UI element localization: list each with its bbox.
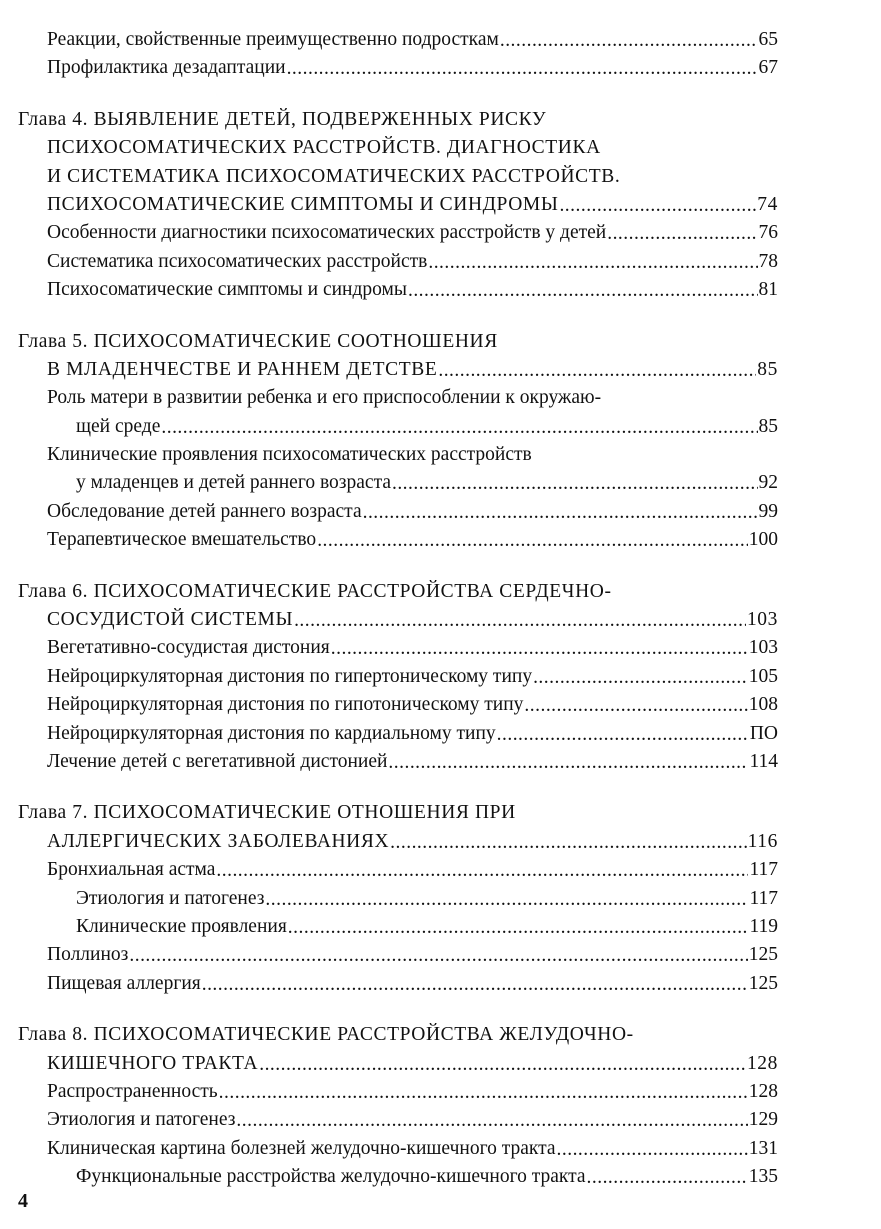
toc-entry-page: 74 (757, 193, 778, 215)
toc-subentry (18, 885, 778, 913)
chapter-title: СОСУДИСТОЙ СИСТЕМЫ (47, 609, 294, 631)
chapter-title: ПСИХОСОМАТИЧЕСКИЕ СИМПТОМЫ И СИНДРОМЫ (47, 193, 559, 215)
toc-entry-title: Бронхиальная астма (47, 859, 216, 881)
toc-subentry (18, 913, 778, 941)
chapter-heading (18, 1021, 778, 1049)
toc-entry-page: 99 (758, 500, 778, 522)
toc-entry-page: 125 (748, 944, 778, 966)
toc-entry-page: 116 (747, 830, 778, 852)
chapter-heading (18, 106, 778, 134)
dot-leader (236, 1107, 747, 1127)
toc-entry (18, 384, 778, 412)
dot-leader (438, 357, 756, 377)
chapter-heading-cont (18, 163, 778, 191)
dot-leader (392, 470, 758, 490)
toc-entry-title: у младенцев и детей раннего возраста (76, 472, 391, 494)
toc-entry (18, 54, 778, 82)
toc-entry-title: Клинические проявления психосоматических расстройств (47, 444, 532, 466)
table-of-contents (18, 26, 778, 1191)
chapter-title: АЛЛЕРГИЧЕСКИХ ЗАБОЛЕВАНИЯХ (47, 830, 390, 852)
dot-leader (259, 1051, 746, 1071)
toc-entry-page: 125 (748, 972, 778, 994)
toc-entry (18, 276, 778, 304)
dot-leader (500, 27, 758, 47)
toc-subentry (18, 1163, 778, 1191)
dot-leader (331, 635, 748, 655)
dot-leader (161, 414, 757, 434)
toc-entry-page: 105 (748, 665, 778, 687)
toc-entry-title: Реакции, свойственные преимущественно подросткам (47, 29, 499, 50)
toc-entry-title: Нейроциркуляторная дистония по гипертоническому типу (47, 665, 533, 687)
toc-entry-page: 67 (758, 57, 778, 79)
toc-entry (18, 1106, 778, 1134)
toc-entry-title: Функциональные расстройства желудочно-кишечного тракта (76, 1166, 586, 1188)
toc-entry-page: 119 (749, 915, 778, 937)
toc-entry-page: 85 (758, 415, 778, 437)
dot-leader (219, 1079, 748, 1099)
dot-leader (524, 692, 747, 712)
dot-leader (557, 1136, 748, 1156)
toc-entry-title: Этиология и патогенез (47, 1109, 236, 1131)
dot-leader (287, 55, 758, 75)
toc-entry-title: Пищевая аллергия (47, 972, 201, 994)
dot-leader (390, 829, 747, 849)
toc-entry-cont (18, 469, 778, 497)
toc-entry-title: Клинические проявления (76, 915, 287, 937)
toc-entry-title: Нейроциркуляторная дистония по гипотоническому типу (47, 694, 524, 716)
dot-leader (202, 971, 748, 991)
toc-entry-page: 135 (748, 1166, 778, 1188)
toc-entry-title: Лечение детей с вегетативной дистонией (47, 750, 388, 772)
toc-entry-page: 128 (748, 1080, 778, 1102)
chapter-title: Глава 4. ВЫЯВЛЕНИЕ ДЕТЕЙ, ПОДВЕРЖЕННЫХ РИСКУ (18, 108, 547, 130)
toc-entry (18, 1135, 778, 1163)
dot-leader (265, 886, 748, 906)
toc-entry-page: 103 (748, 637, 778, 659)
toc-entry-page: 81 (758, 279, 778, 301)
toc-entry (18, 748, 778, 776)
chapter-heading-cont (18, 356, 778, 384)
dot-leader (317, 527, 748, 547)
chapter-heading-cont (18, 828, 778, 856)
toc-entry (18, 720, 778, 748)
toc-entry (18, 26, 778, 54)
toc-entry-page: 65 (758, 29, 778, 50)
toc-entry-title: Профилактика дезадаптации (47, 57, 286, 79)
toc-entry-page: ПО (749, 722, 778, 744)
toc-entry-title: Терапевтическое вмешательство (47, 529, 317, 551)
chapter-6 (18, 578, 778, 777)
toc-entry (18, 526, 778, 554)
toc-entry-page: 76 (758, 222, 778, 244)
toc-entry (18, 663, 778, 691)
toc-entry-page: 100 (748, 529, 778, 551)
chapter-title: КИШЕЧНОГО ТРАКТА (47, 1052, 259, 1074)
toc-entry (18, 856, 778, 884)
chapter-heading (18, 799, 778, 827)
toc-entry-page: 117 (749, 887, 778, 909)
toc-entry (18, 1078, 778, 1106)
chapter-heading-cont (18, 1050, 778, 1078)
toc-entry-page: 128 (746, 1052, 778, 1074)
dot-leader (408, 277, 758, 297)
toc-entry-title: Нейроциркуляторная дистония по кардиальному типу (47, 722, 496, 744)
chapter-heading-cont (18, 191, 778, 219)
dot-leader (363, 499, 758, 519)
toc-entry (18, 634, 778, 662)
toc-entry-title: Клиническая картина болезней желудочно-кишечного тракта (47, 1137, 556, 1159)
dot-leader (294, 607, 746, 627)
chapter-title: Глава 5. ПСИХОСОМАТИЧЕСКИЕ СООТНОШЕНИЯ (18, 330, 498, 352)
chapter-heading-cont (18, 606, 778, 634)
toc-entry-cont (18, 413, 778, 441)
toc-entry (18, 941, 778, 969)
toc-entry (18, 970, 778, 998)
toc-entry-page: 114 (749, 750, 778, 772)
toc-entry-title: Поллиноз (47, 944, 129, 966)
dot-leader (607, 220, 757, 240)
dot-leader (216, 857, 748, 877)
toc-entry (18, 248, 778, 276)
chapter-8 (18, 1021, 778, 1191)
chapter-title: Глава 7. ПСИХОСОМАТИЧЕСКИЕ ОТНОШЕНИЯ ПРИ (18, 802, 516, 824)
dot-leader (428, 249, 757, 269)
toc-entry (18, 498, 778, 526)
dot-leader (288, 914, 749, 934)
dot-leader (533, 664, 748, 684)
chapter-4 (18, 106, 778, 305)
dot-leader (388, 749, 748, 769)
toc-entry-title: Особенности диагностики психосоматических расстройств у детей (47, 222, 607, 244)
toc-entry-page: 108 (748, 694, 778, 716)
toc-entry (18, 691, 778, 719)
chapter-title: И СИСТЕМАТИКА ПСИХОСОМАТИЧЕСКИХ РАССТРОЙСТВ. (47, 165, 621, 187)
toc-entry-page: 78 (758, 250, 778, 272)
chapter-title: Глава 6. ПСИХОСОМАТИЧЕСКИЕ РАССТРОЙСТВА СЕРДЕЧНО- (18, 580, 612, 602)
chapter-7 (18, 799, 778, 998)
toc-entry-title: щей среде (76, 415, 161, 437)
toc-entry (18, 219, 778, 247)
toc-entry-page: 131 (748, 1137, 778, 1159)
toc-entry-page: 85 (757, 358, 778, 380)
dot-leader (559, 192, 756, 212)
toc-entry-title: Систематика психосоматических расстройств (47, 250, 428, 272)
chapter-title: В МЛАДЕНЧЕСТВЕ И РАННЕМ ДЕТСТВЕ (47, 358, 438, 380)
toc-entry-page: 103 (746, 609, 778, 631)
chapter-title: ПСИХОСОМАТИЧЕСКИХ РАССТРОЙСТВ. ДИАГНОСТИКА (47, 137, 601, 159)
chapter-heading (18, 328, 778, 356)
chapter-heading (18, 578, 778, 606)
toc-entry-title: Обследование детей раннего возраста (47, 500, 362, 522)
toc-entry-title: Вегетативно-сосудистая дистония (47, 637, 330, 659)
page-number: 4 (18, 1190, 28, 1212)
dot-leader (497, 721, 749, 741)
toc-entry (18, 441, 778, 469)
dot-leader (129, 942, 747, 962)
toc-entry-title: Этиология и патогенез (76, 887, 265, 909)
toc-entry-title: Распространенность (47, 1080, 218, 1102)
toc-entry-title: Роль матери в развитии ребенка и его приспособлении к окружаю- (47, 387, 602, 409)
dot-leader (587, 1164, 748, 1184)
chapter-heading-cont (18, 134, 778, 162)
toc-entry-page: 129 (748, 1109, 778, 1131)
toc-entry-page: 92 (758, 472, 778, 494)
toc-entry-title: Психосоматические симптомы и синдромы (47, 279, 407, 301)
toc-entry-page: 117 (749, 859, 778, 881)
chapter-5 (18, 328, 778, 555)
chapter-title: Глава 8. ПСИХОСОМАТИЧЕСКИЕ РАССТРОЙСТВА ЖЕЛУДОЧНО- (18, 1024, 634, 1046)
